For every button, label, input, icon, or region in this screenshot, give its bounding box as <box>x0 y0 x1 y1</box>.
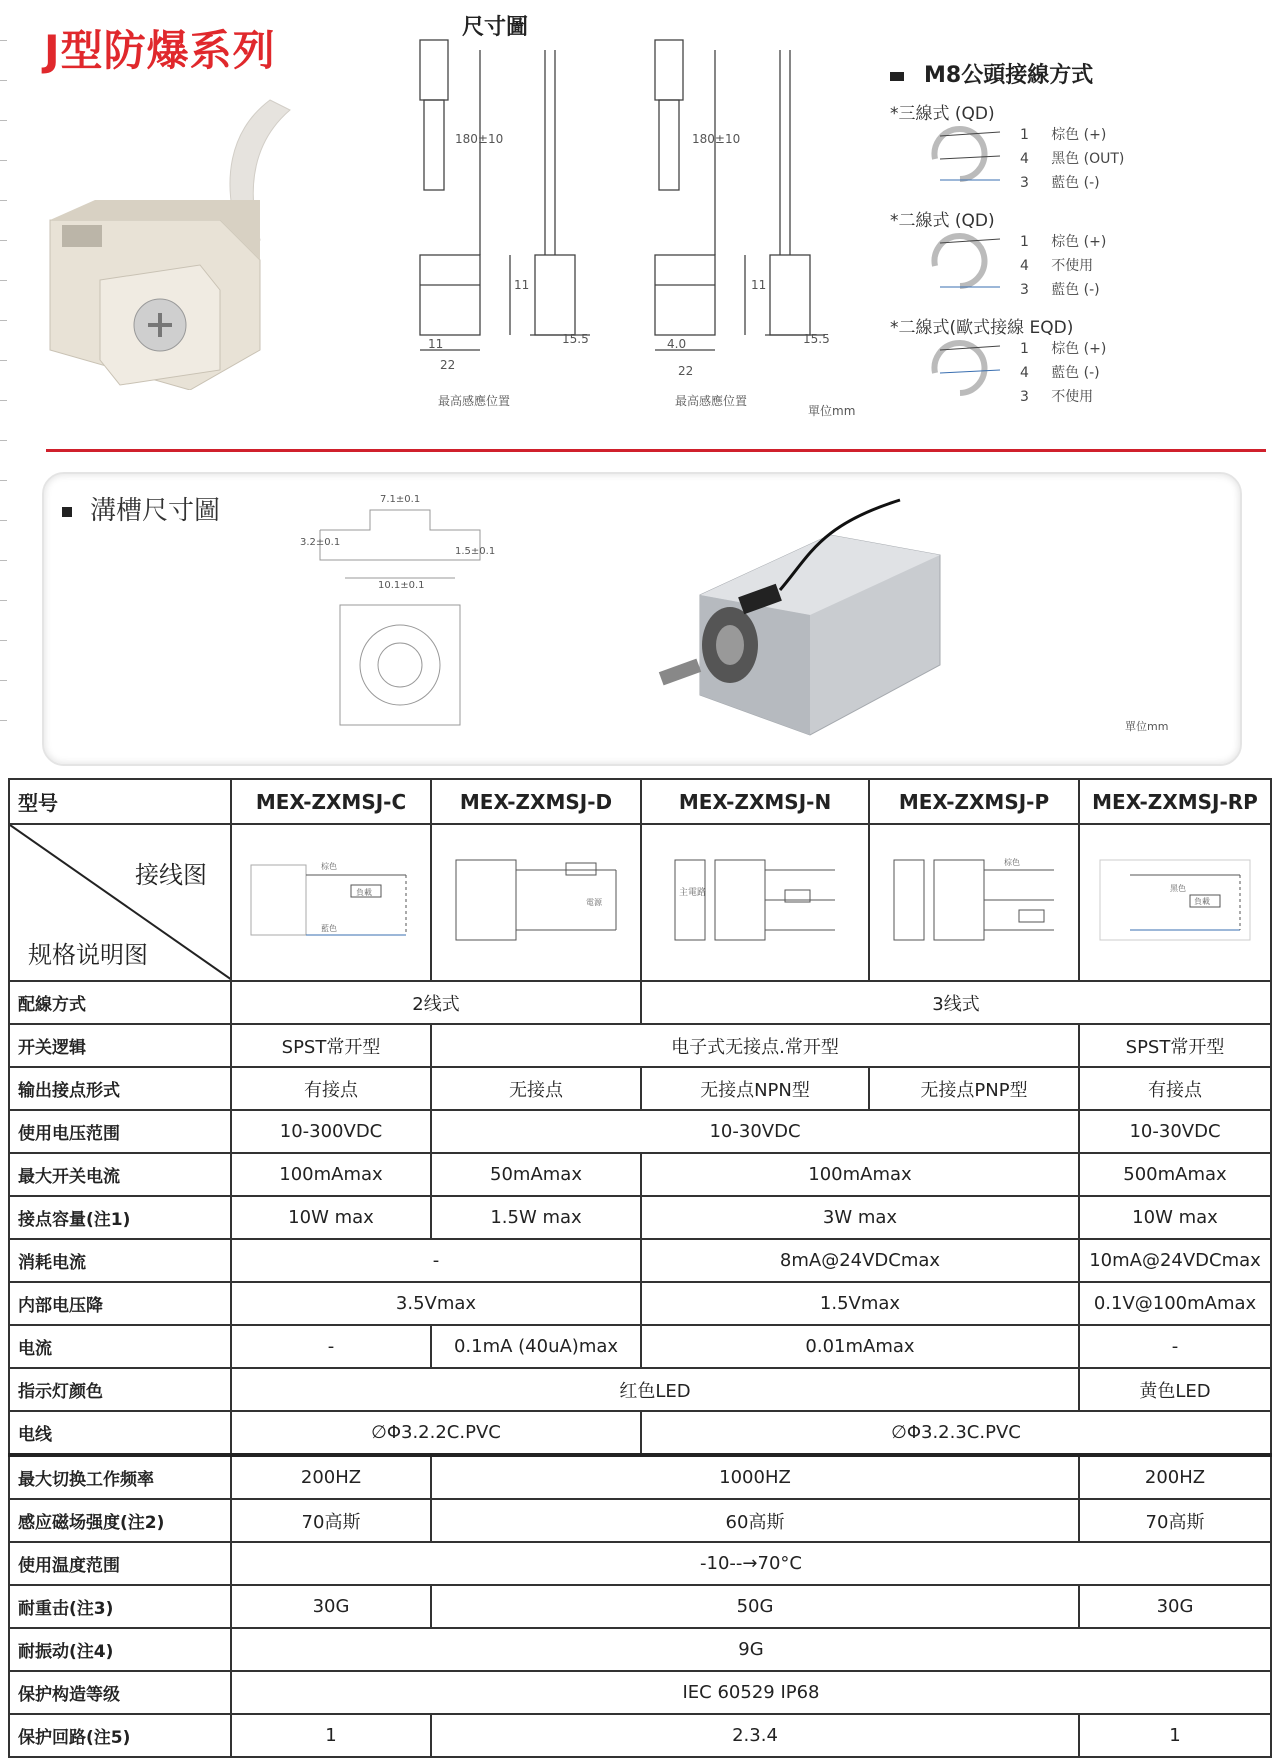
row-label: 接点容量(注1) <box>9 1196 231 1239</box>
cylinder-product-image <box>650 495 950 745</box>
dim-length-2: 180±10 <box>692 132 741 146</box>
model-d: MEX-ZXMSJ-D <box>431 779 641 824</box>
dim-d1-1: 15.5 <box>562 332 589 346</box>
groove-d3: 1.5±0.1 <box>455 546 496 557</box>
row-label: 开关逻辑 <box>9 1024 231 1067</box>
type-label: 型号 <box>9 779 231 824</box>
model-c: MEX-ZXMSJ-C <box>231 779 431 824</box>
cell: 3W max <box>641 1196 1079 1239</box>
cell: 200HZ <box>231 1455 431 1499</box>
pin-label: 黑色 (OUT) <box>1051 151 1125 167</box>
connector-icon <box>890 338 1010 408</box>
svg-text:電源: 電源 <box>586 898 602 907</box>
cell: 0.1mA (40uA)max <box>431 1325 641 1368</box>
cell: 10W max <box>1079 1196 1271 1239</box>
cell: 10W max <box>231 1196 431 1239</box>
cell: 50mAmax <box>431 1153 641 1196</box>
cell: 3.5Vmax <box>231 1282 641 1325</box>
pin-label: 藍色 (-) <box>1051 365 1100 381</box>
dim-unit: 單位mm <box>808 404 856 418</box>
dimension-title: 尺寸圖 <box>462 15 529 40</box>
pin-label: 藍色 (-) <box>1051 175 1100 191</box>
groove-drawing <box>300 490 500 750</box>
svg-text:藍色: 藍色 <box>321 924 337 933</box>
cell: 10-30VDC <box>1079 1110 1271 1153</box>
groove-title: 溝槽尺寸圖 <box>90 496 221 526</box>
row-label: 消耗电流 <box>9 1239 231 1282</box>
model-rp: MEX-ZXMSJ-RP <box>1079 779 1271 824</box>
corner-cell <box>9 824 231 981</box>
diagram-rp <box>1079 824 1271 981</box>
pin-label: 不使用 <box>1051 258 1094 274</box>
cell: 无接点 <box>431 1067 641 1110</box>
dim-d1-2: 15.5 <box>803 332 830 346</box>
cell: 1 <box>1079 1714 1271 1757</box>
model-n: MEX-ZXMSJ-N <box>641 779 869 824</box>
pin-label: 藍色 (-) <box>1051 282 1100 298</box>
cell: 1000HZ <box>431 1455 1079 1499</box>
row-label: 电流 <box>9 1325 231 1368</box>
circuit-diagram <box>1090 845 1260 955</box>
pin-label: 不使用 <box>1051 389 1094 405</box>
cell: 黄色LED <box>1079 1368 1271 1411</box>
page-title: J型防爆系列 <box>44 26 276 75</box>
dim-height-2: 11 <box>751 278 767 292</box>
cell: 1.5Vmax <box>641 1282 1079 1325</box>
cell: - <box>231 1239 641 1282</box>
pin-label: 棕色 (+) <box>1051 341 1107 357</box>
pin-num: 4 <box>1020 365 1029 381</box>
dim-note-1: 最高感應位置 <box>438 394 511 408</box>
dim-note-2: 最高感應位置 <box>675 394 748 408</box>
dim-height-1: 11 <box>514 278 530 292</box>
cell: 60高斯 <box>431 1499 1079 1542</box>
pin-num: 1 <box>1020 341 1029 357</box>
svg-text:負載: 負載 <box>356 888 372 897</box>
row-label: 输出接点形式 <box>9 1067 231 1110</box>
pin-num: 1 <box>1020 234 1029 250</box>
circuit-diagram <box>241 845 421 955</box>
circuit-diagram <box>884 845 1064 955</box>
cell: 50G <box>431 1585 1079 1628</box>
svg-text:負載: 負載 <box>1194 897 1210 906</box>
corner-top-label: 接线图 <box>135 861 207 889</box>
cell: 2线式 <box>231 981 641 1024</box>
row-label: 耐重击(注3) <box>9 1585 231 1628</box>
cell: SPST常开型 <box>1079 1024 1271 1067</box>
svg-text:黑色: 黑色 <box>1170 884 1186 893</box>
diagram-d <box>431 824 641 981</box>
wiring-mode-name: *三線式 (QD) <box>890 104 995 124</box>
row-label: 感应磁场强度(注2) <box>9 1499 231 1542</box>
row-label: 指示灯颜色 <box>9 1368 231 1411</box>
pin-label: 棕色 (+) <box>1051 127 1107 143</box>
cell: ∅Φ3.2.3C.PVC <box>641 1411 1271 1455</box>
dim-w2-1: 22 <box>440 358 456 372</box>
cell: - <box>231 1325 431 1368</box>
diagram-n <box>641 824 869 981</box>
cell: 70高斯 <box>1079 1499 1271 1542</box>
diagram-c <box>231 824 431 981</box>
cell: 10mA@24VDCmax <box>1079 1239 1271 1282</box>
cell: 100mAmax <box>231 1153 431 1196</box>
svg-text:主電路: 主電路 <box>679 888 707 898</box>
pin-num: 3 <box>1020 389 1029 405</box>
row-label: 内部电压降 <box>9 1282 231 1325</box>
pin-num: 3 <box>1020 282 1029 298</box>
circuit-diagram <box>446 845 626 955</box>
cell: 1 <box>231 1714 431 1757</box>
cell: 0.01mAmax <box>641 1325 1079 1368</box>
pin-label: 棕色 (+) <box>1051 234 1107 250</box>
cell: IEC 60529 IP68 <box>231 1671 1271 1714</box>
bullet-icon <box>62 507 72 517</box>
row-label: 保护构造等级 <box>9 1671 231 1714</box>
cell: 30G <box>1079 1585 1271 1628</box>
cell: 电子式无接点.常开型 <box>431 1024 1079 1067</box>
cell: 0.1V@100mAmax <box>1079 1282 1271 1325</box>
wiring-header: M8公頭接線方式 <box>924 63 1094 88</box>
cell: 有接点 <box>1079 1067 1271 1110</box>
section-divider <box>46 449 1266 452</box>
groove-panel <box>42 472 1242 766</box>
groove-unit: 單位mm <box>1125 720 1169 733</box>
cell: 30G <box>231 1585 431 1628</box>
cell: 9G <box>231 1628 1271 1671</box>
model-p: MEX-ZXMSJ-P <box>869 779 1079 824</box>
cell: 有接点 <box>231 1067 431 1110</box>
dim-length-1: 180±10 <box>455 132 504 146</box>
dim-w3: 4.0 <box>667 337 687 351</box>
diagram-p <box>869 824 1079 981</box>
wiring-mode-name: *二線式(歐式接線 EQD) <box>890 318 1074 338</box>
cell: 1.5W max <box>431 1196 641 1239</box>
pin-num: 4 <box>1020 258 1029 274</box>
cell: 3线式 <box>641 981 1271 1024</box>
cell: - <box>1079 1325 1271 1368</box>
cell: 10-30VDC <box>431 1110 1079 1153</box>
cell: 红色LED <box>231 1368 1079 1411</box>
cell: 100mAmax <box>641 1153 1079 1196</box>
dimension-drawing <box>390 30 870 420</box>
connector-icon <box>890 231 1010 301</box>
circuit-diagram <box>665 845 845 955</box>
row-label: 耐振动(注4) <box>9 1628 231 1671</box>
dim-w2-2: 22 <box>678 364 694 378</box>
row-label: 配線方式 <box>9 981 231 1024</box>
cell: 70高斯 <box>231 1499 431 1542</box>
pin-num: 3 <box>1020 175 1029 191</box>
spec-table <box>8 778 1272 1758</box>
cell: 无接点NPN型 <box>641 1067 869 1110</box>
row-label: 保护回路(注5) <box>9 1714 231 1757</box>
bullet-icon <box>890 72 904 81</box>
cell: 2.3.4 <box>431 1714 1079 1757</box>
row-label: 电线 <box>9 1411 231 1455</box>
groove-d4: 10.1±0.1 <box>378 580 425 591</box>
cell: 8mA@24VDCmax <box>641 1239 1079 1282</box>
pin-num: 1 <box>1020 127 1029 143</box>
row-label: 使用电压范围 <box>9 1110 231 1153</box>
cell: 10-300VDC <box>231 1110 431 1153</box>
cell: -10--→70°C <box>231 1542 1271 1585</box>
pin-num: 4 <box>1020 151 1029 167</box>
cell: 500mAmax <box>1079 1153 1271 1196</box>
svg-text:棕色: 棕色 <box>321 862 337 871</box>
cell: 无接点PNP型 <box>869 1067 1079 1110</box>
m8-wiring-section <box>890 58 1250 410</box>
svg-text:棕色: 棕色 <box>1004 858 1020 867</box>
corner-bottom-label: 规格说明图 <box>28 941 148 969</box>
sensor-product-image <box>40 90 360 390</box>
cell: 200HZ <box>1079 1455 1271 1499</box>
dim-w1: 11 <box>428 337 444 351</box>
cell: ∅Φ3.2.2C.PVC <box>231 1411 641 1455</box>
row-label: 最大切换工作频率 <box>9 1455 231 1499</box>
groove-d1: 7.1±0.1 <box>380 494 421 505</box>
groove-d2: 3.2±0.1 <box>300 537 341 548</box>
side-ruler <box>0 0 8 1733</box>
cell: SPST常开型 <box>231 1024 431 1067</box>
wiring-mode-name: *二線式 (QD) <box>890 211 995 231</box>
row-label: 最大开关电流 <box>9 1153 231 1196</box>
row-label: 使用温度范围 <box>9 1542 231 1585</box>
connector-icon <box>890 124 1010 194</box>
